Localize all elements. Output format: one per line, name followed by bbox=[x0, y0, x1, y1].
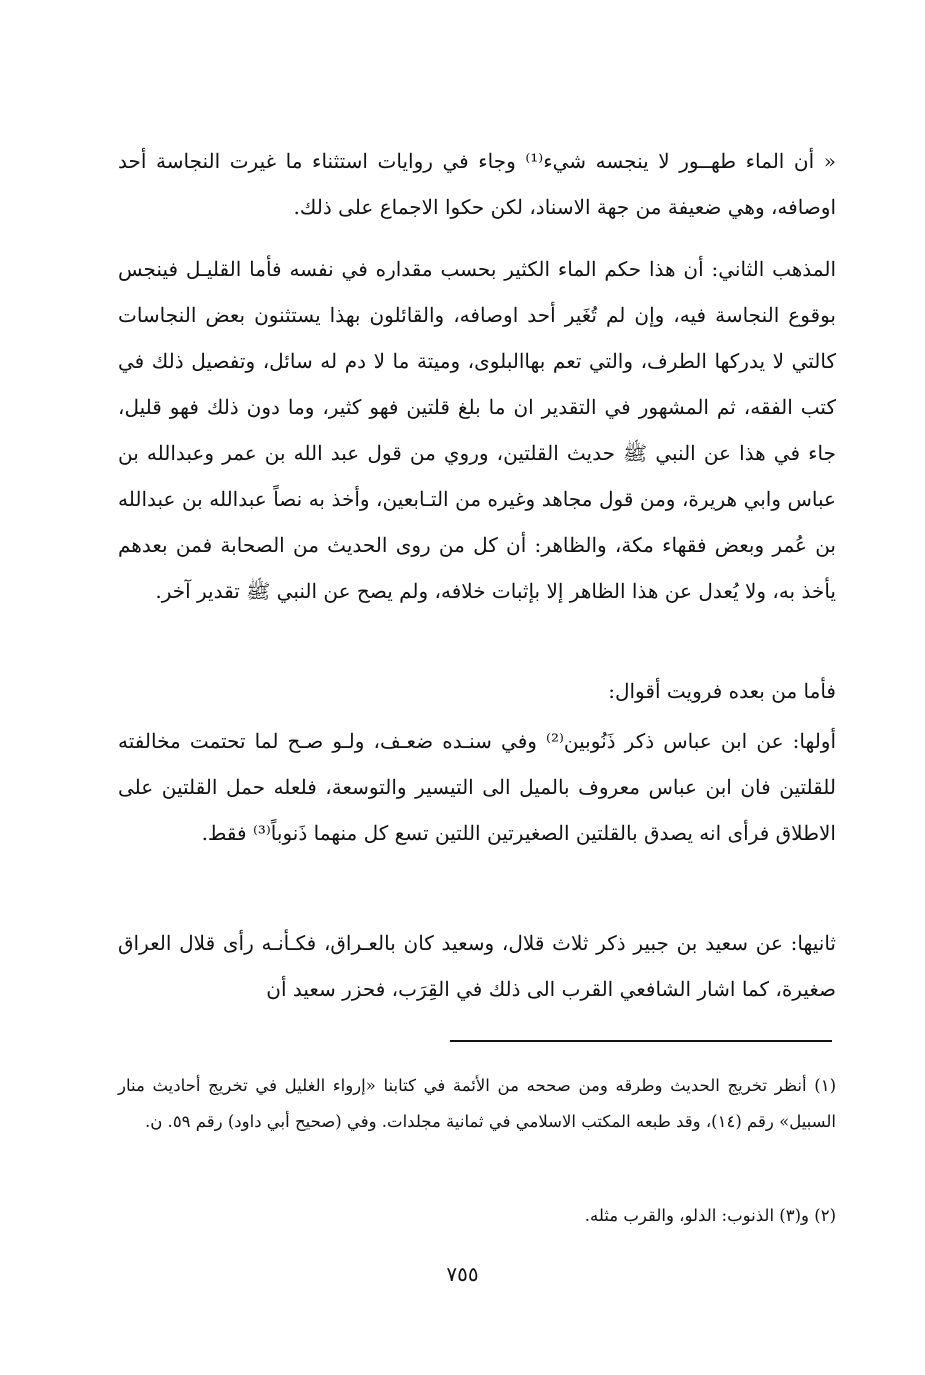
paragraph-second-school: المذهب الثاني: أن هذا حكم الماء الكثير بحسب مقداره في نفسه فأما القليـل فينجس بوقوع النجاسة فيه، وإن لم تُغَير أحد اوصافه، والقائلون بهذا يستثنون بعض النجاسات كالتي لا يدركها الطرف، والتي تعم بهاالبلوى، وميتة ما لا دم له سائل، وتفصيل ذلك في كتب الفقه، ثم المشهور في التقدير ان ما بلغ قلتين فهو كثير، وما دون ذلك فهو قليل، جاء في هذا عن النبي ﷺ حديث القلتين، وروي من قول عبد الله بن عمر وعبدالله بن عباس وابي هريرة، ومن قول مجاهد وغيره من التـابعين، وأخذ به نصاً عبدالله بن عبدالله بن عُمر وبعض فقهاء مكة، والظاهر: أن كل من روى الحديث من الصحابة فمن بعدهم يأخذ به، ولا يُعدل عن هذا الظاهر إلا بإثبات خلافه، ولم يصح عن النبي ﷺ تقدير آخر. bbox=[118, 257, 836, 603]
footnote-1: (١) أنظر تخريج الحديث وطرقه ومن صححه من الأئمة في كتابنا «إرواء الغليل في تخريج أحاديث منار السبيل» رقم (١٤)، وقد طبعه المكتب الاسلامي في ثمانية مجلدات. وفي (صحيح أبي داود) رقم ٥٩. ن. bbox=[118, 1076, 836, 1131]
page-number: ٧٥٥ bbox=[446, 1262, 479, 1286]
paragraph-later-opinions: فأما من بعده فرويت أقوال: bbox=[608, 679, 836, 703]
paragraph-opening: « أن الماء طهــور لا ينجسه شيء⁽¹⁾ وجاء في روايات استثناء ما غيرت النجاسة أحد اوصافه، وهي ضعيفة من جهة الاسناد، لكن حكوا الاجماع على ذلك. bbox=[118, 149, 836, 219]
paragraph-second-opinion: ثانيها: عن سعيد بن جبير ذكر ثلاث قلال، وسعيد كان بالعـراق، فكـأنـه رأى قلال العراق صغيرة، كما اشار الشافعي القرب الى ذلك في القِرَب، فحزر سعيد أن bbox=[118, 931, 836, 1001]
paragraph-first-opinion: أولها: عن ابن عباس ذكر ذَنُوبين⁽²⁾ وفي سنـده ضعـف، ولـو صـح لما تحتمت مخالفته للقلتين فان ابن عباس معروف بالميل الى التيسير والتوسعة، فلعله حمل القلتين على الاطلاق فرأى انه يصدق بالقلتين الصغيرتين اللتين تسع كل منهما ذَنوباً⁽³⁾ فقط. bbox=[118, 729, 836, 845]
footnote-separator bbox=[450, 1040, 832, 1042]
footnote-2-3: (٢) و(٣) الذنوب: الدلو، والقرب مثله. bbox=[584, 1206, 836, 1225]
